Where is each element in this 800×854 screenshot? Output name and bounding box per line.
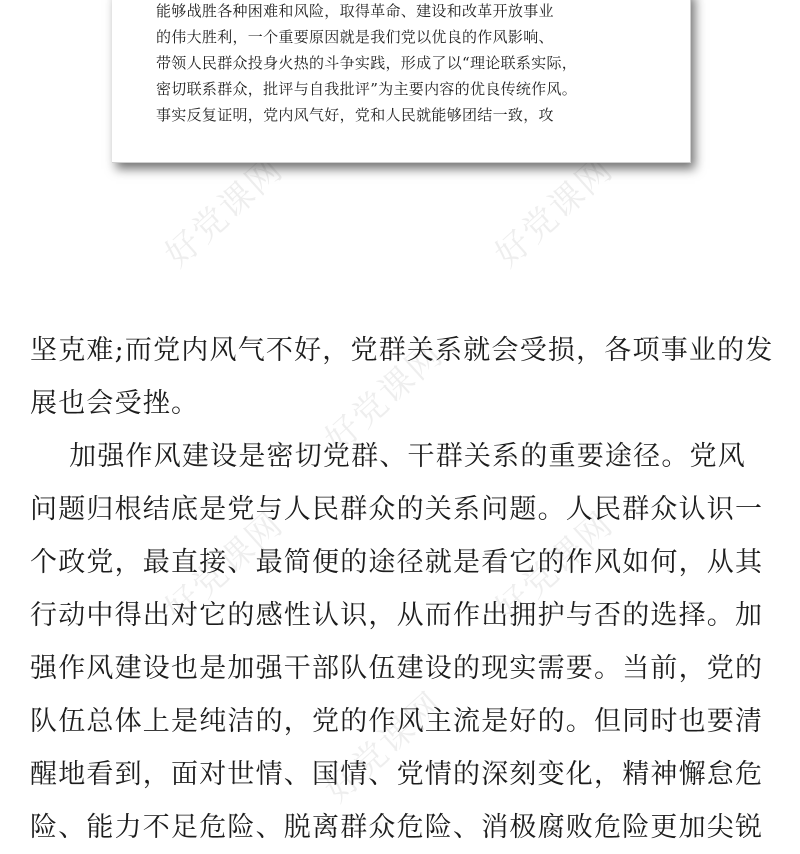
quote-card-line: 密切联系群众，批评与自我批评”为主要内容的优良传统作风。	[156, 80, 578, 98]
watermark: 好党课网	[157, 504, 292, 631]
body-line: 展也会受挫。	[30, 388, 200, 419]
quote-card-line: 的伟大胜利，一个重要原因就是我们党以优良的作风影响、	[156, 28, 554, 46]
watermark: 好党课网	[157, 149, 292, 276]
body-line: 坚克难;而党内风气不好，党群关系就会受损，各项事业的发	[30, 335, 774, 366]
body-line: 行动中得出对它的感性认识，从而作出拥护与否的选择。加	[30, 600, 764, 631]
body-line: 队伍总体上是纯洁的，党的作风主流是好的。但同时也要清	[30, 706, 764, 737]
quote-card-line: 事实反复证明，党内风气好，党和人民就能够团结一致，攻	[156, 106, 554, 124]
body-line: 个政党，最直接、最简便的途径就是看它的作风如何，从其	[30, 547, 764, 578]
quote-card-line: 带领人民群众投身火热的斗争实践，形成了以“理论联系实际，	[156, 54, 578, 72]
body-line: 强作风建设也是加强干部队伍建设的现实需要。当前，党的	[30, 653, 764, 684]
body-line: 问题归根结底是党与人民群众的关系问题。人民群众认识一	[30, 494, 764, 525]
watermark: 好党课网	[317, 684, 452, 811]
quote-card-line: 能够战胜各种困难和风险，取得革命、建设和改革开放事业	[156, 2, 554, 20]
quote-card	[112, 0, 691, 163]
quote-card-text	[156, 0, 656, 128]
body-line: 险、能力不足危险、脱离群众危险、消极腐败危险更加尖锐	[30, 812, 764, 843]
watermark: 好党课网	[317, 334, 452, 461]
watermark: 好党课网	[487, 149, 622, 276]
body-line: 醒地看到，面对世情、国情、党情的深刻变化，精神懈怠危	[30, 759, 764, 790]
body-line: 加强作风建设是密切党群、干群关系的重要途径。党风	[30, 441, 746, 472]
body-text	[30, 324, 775, 854]
watermark: 好党课网	[487, 504, 622, 631]
